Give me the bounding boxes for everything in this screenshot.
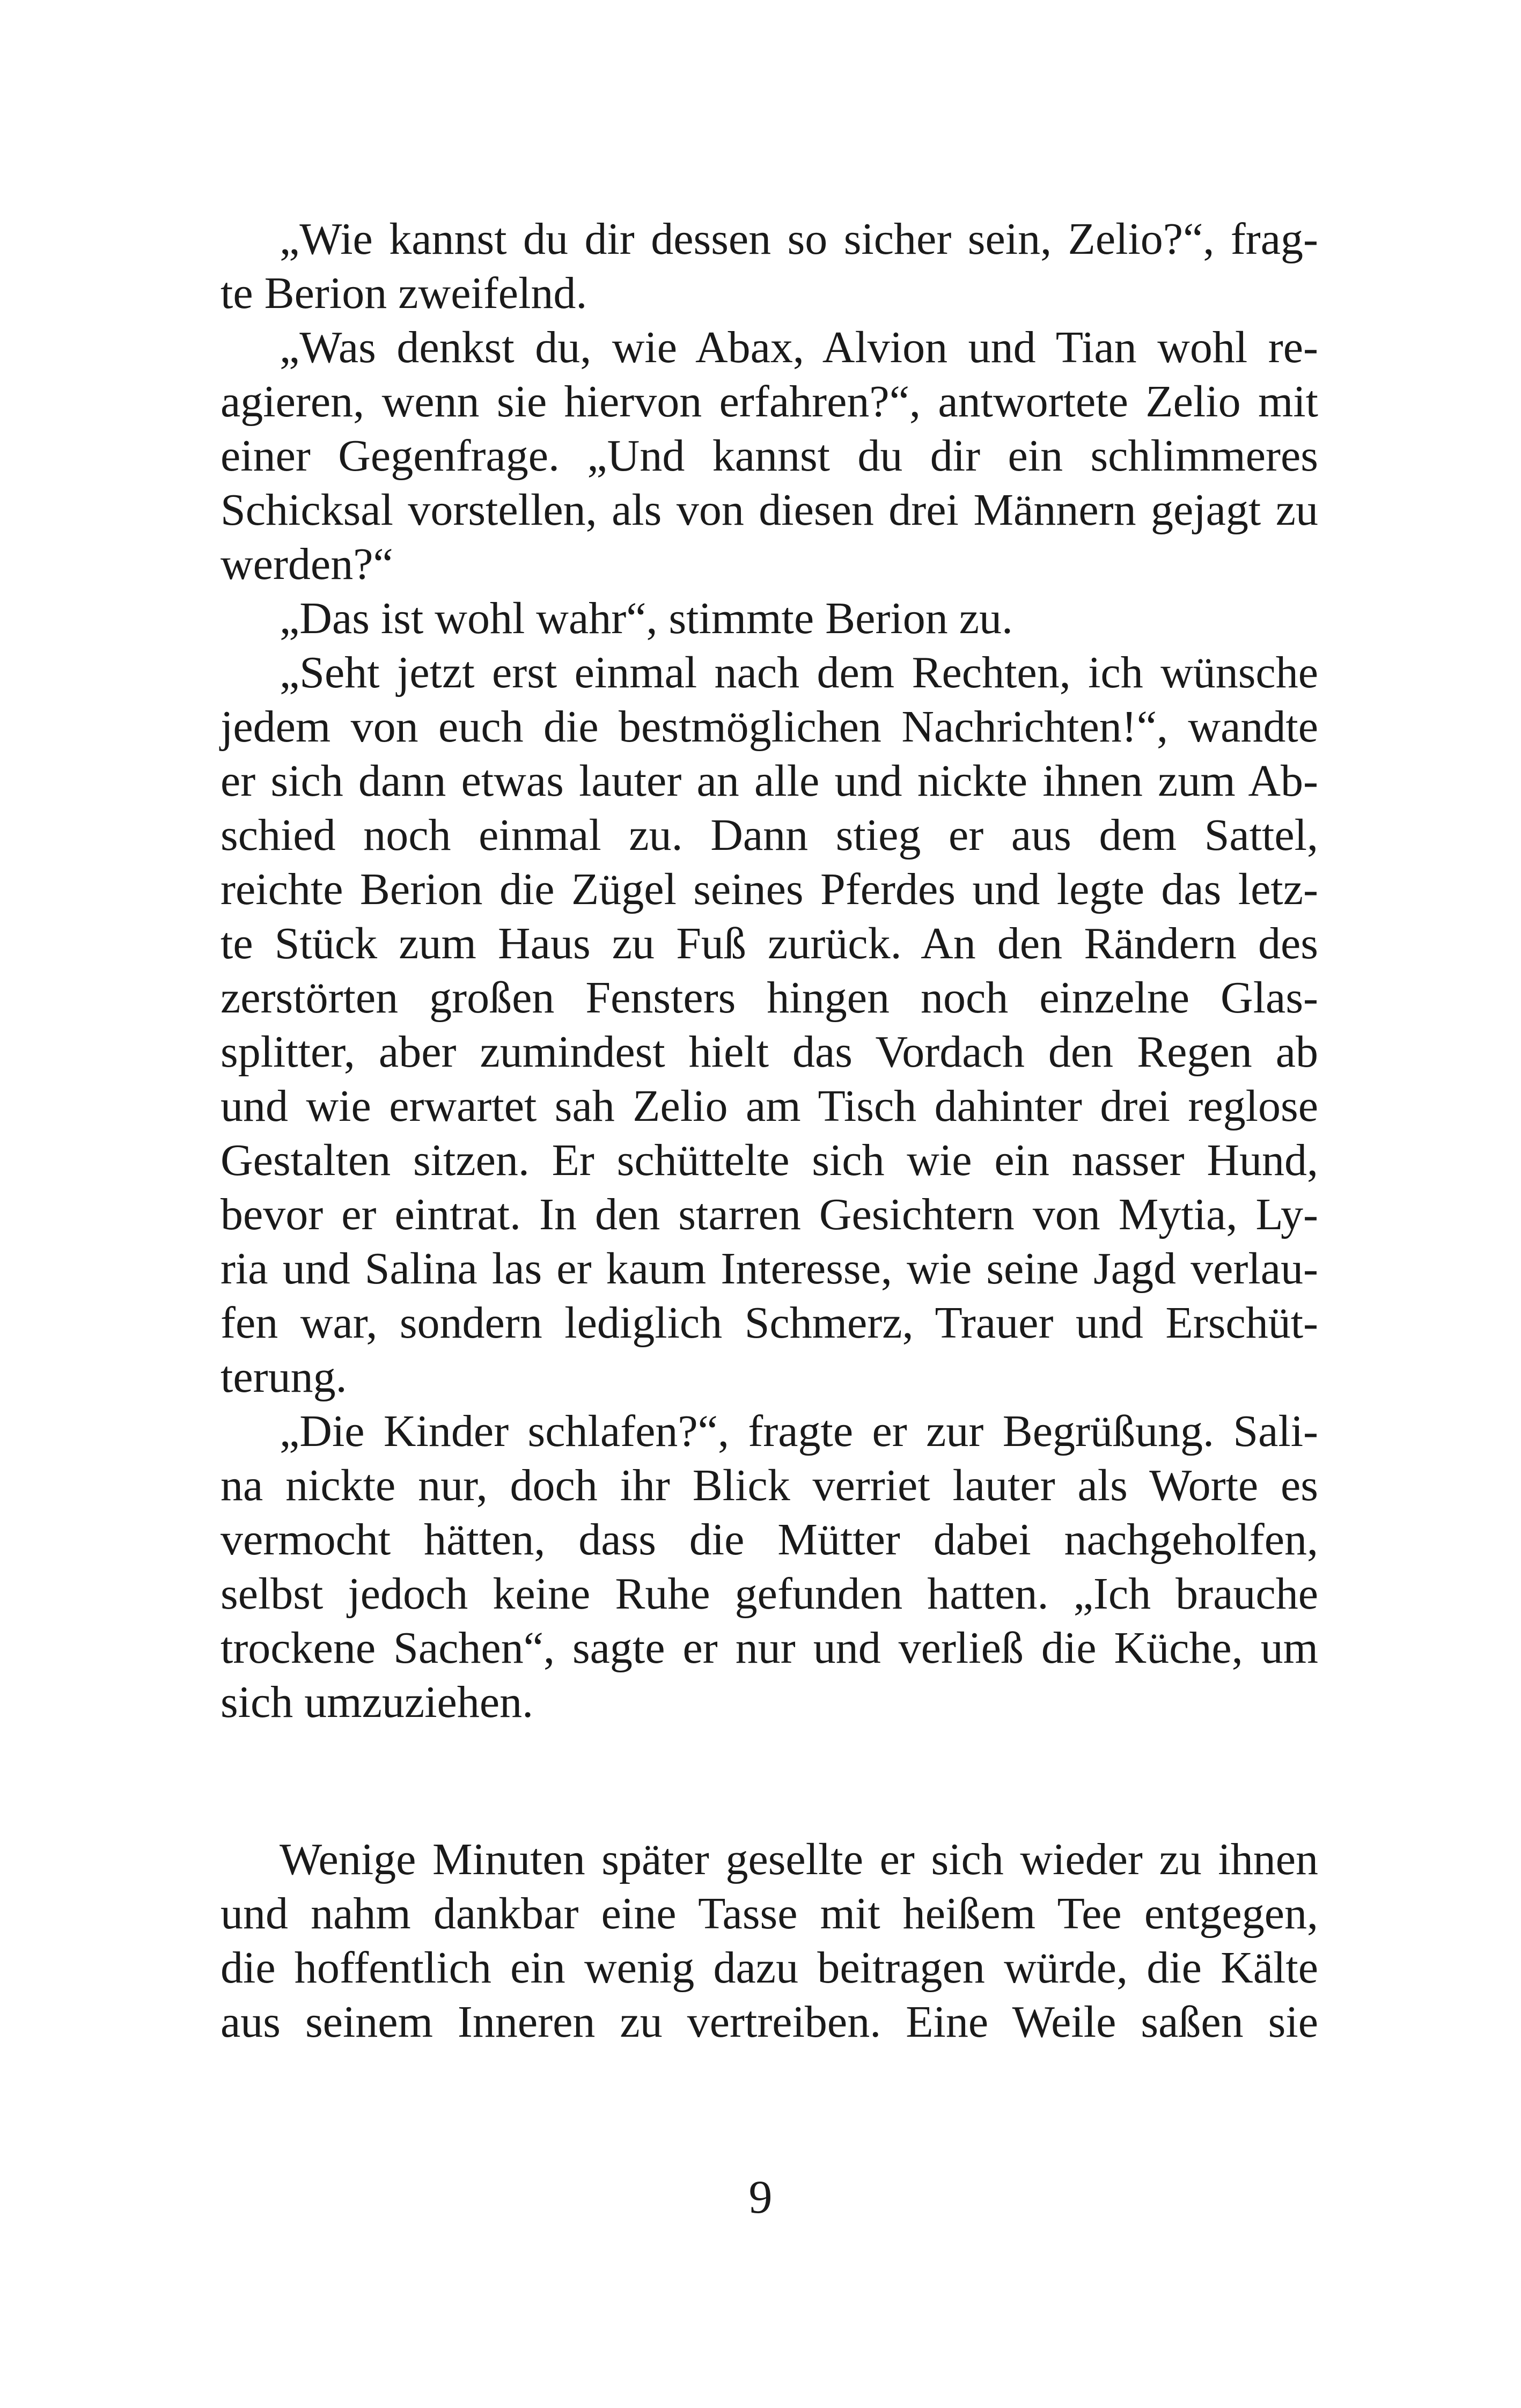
text-line: sich umzuziehen. <box>221 1677 534 1727</box>
page-number: 9 <box>748 2171 773 2223</box>
paragraph-6 <box>221 1832 1318 2049</box>
text-line: „Seht jetzt erst einmal nach dem Rechten, ich wünsche <box>280 648 1318 698</box>
text-line: „Die Kinder schlafen?“, fragte er zur Begrüßung. Sali- <box>280 1406 1318 1456</box>
text-line: Wenige Minuten später gesellte er sich wieder zu ihnen <box>280 1834 1318 1884</box>
text-line: te Stück zum Haus zu Fuß zurück. An den Rändern des <box>221 919 1318 968</box>
text-line: ria und Salina las er kaum Interesse, wie seine Jagd verlau- <box>221 1244 1318 1294</box>
text-line: na nickte nur, doch ihr Blick verriet lauter als Worte es <box>221 1460 1318 1510</box>
text-line: schied noch einmal zu. Dann stieg er aus dem Sattel, <box>221 810 1318 860</box>
paragraph-2 <box>221 320 1318 591</box>
text-line: zerstörten großen Fensters hingen noch einzelne Glas- <box>221 973 1318 1023</box>
text-line: te Berion zweifelnd. <box>221 268 587 318</box>
text-line: vermocht hätten, dass die Mütter dabei nachgeholfen, <box>221 1515 1318 1565</box>
text-line: und wie erwartet sah Zelio am Tisch dahinter drei reglose <box>221 1081 1318 1131</box>
text-line: und nahm dankbar eine Tasse mit heißem Tee entgegen, <box>221 1889 1318 1939</box>
paragraph-1 <box>221 212 1318 320</box>
text-line: trockene Sachen“, sagte er nur und verließ die Küche, um <box>221 1623 1318 1673</box>
text-line: Gestalten sitzen. Er schüttelte sich wie ein nasser Hund, <box>221 1135 1318 1185</box>
section-break <box>221 1729 1318 1832</box>
text-line: einer Gegenfrage. „Und kannst du dir ein schlimmeres <box>221 431 1318 481</box>
text-line: agieren, wenn sie hiervon erfahren?“, antwortete Zelio mit <box>221 377 1318 427</box>
paragraph-3 <box>221 591 1318 645</box>
text-line: Schicksal vorstellen, als von diesen drei Männern gejagt zu <box>221 485 1318 535</box>
paragraph-5 <box>221 1404 1318 1729</box>
text-line: splitter, aber zumindest hielt das Vordach den Regen ab <box>221 1027 1318 1077</box>
text-line: werden?“ <box>221 539 393 589</box>
text-line: fen war, sondern lediglich Schmerz, Trauer und Erschüt- <box>221 1298 1318 1348</box>
text-line: aus seinem Inneren zu vertreiben. Eine Weile saßen sie <box>221 1997 1318 2047</box>
text-line: reichte Berion die Zügel seines Pferdes und legte das letz- <box>221 864 1318 914</box>
text-line: „Was denkst du, wie Abax, Alvion und Tian wohl re- <box>280 322 1318 372</box>
text-line: selbst jedoch keine Ruhe gefunden hatten. „Ich brauche <box>221 1569 1318 1619</box>
text-line: die hoffentlich ein wenig dazu beitragen würde, die Kälte <box>221 1943 1318 1993</box>
text-line: bevor er eintrat. In den starren Gesichtern von Mytia, Ly- <box>221 1190 1318 1239</box>
text-line: terung. <box>221 1352 347 1402</box>
text-line: jedem von euch die bestmöglichen Nachrichten!“, wandte <box>221 702 1318 752</box>
paragraph-4 <box>221 645 1318 1404</box>
text-line: „Das ist wohl wahr“, stimmte Berion zu. <box>280 593 1013 643</box>
page-body <box>221 212 1318 2049</box>
text-line: „Wie kannst du dir dessen so sicher sein, Zelio?“, frag- <box>280 214 1318 264</box>
text-line: er sich dann etwas lauter an alle und nickte ihnen zum Ab- <box>221 756 1318 806</box>
